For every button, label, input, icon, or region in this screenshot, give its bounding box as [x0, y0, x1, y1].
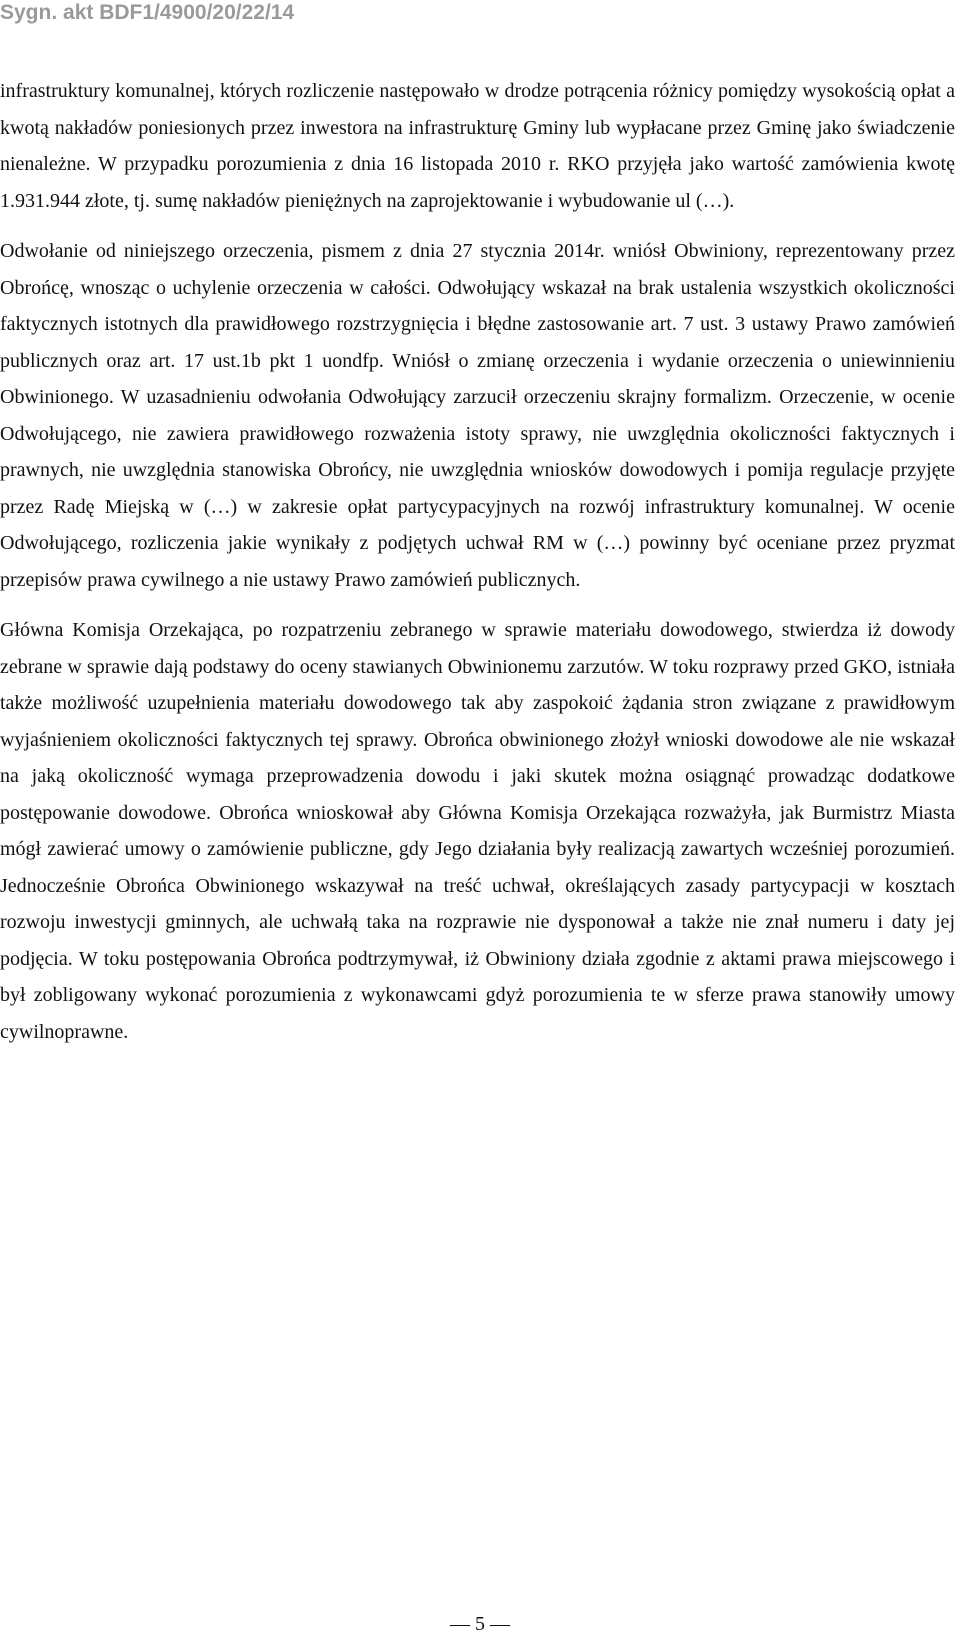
document-body: [0, 73, 955, 1050]
paragraph-appeal: Odwołanie od niniejszego orzeczenia, pismem z dnia 27 stycznia 2014r. wniósł Obwiniony, reprezentowany przez Obrońcę, wnosząc o uchylenie orzeczenia w całości. Odwołujący wskazał na brak ustalenia wszystkich okoliczności faktycznych istotnych dla prawidłowego rozstrzygnięcia i błędne zastosowanie art. 7 ust. 3 ustawy Prawo zamówień publicznych oraz art. 17 ust.1b pkt 1 uondfp. Wniósł o zmianę orzeczenia i wydanie orzeczenia o uniewinnieniu Obwinionego. W uzasadnieniu odwołania Odwołujący zarzucił orzeczeniu skrajny formalizm. Orzeczenie, w ocenie Odwołującego, nie zawiera prawidłowego rozważenia istoty sprawy, nie uwzględnia okoliczności faktycznych i prawnych, nie uwzględnia stanowiska Obrońcy, nie uwzględnia wniosków dowodowych i pomija regulacje przyjęte przez Radę Miejską w (…) w zakresie opłat partycypacyjnych na rozwój infrastruktury komunalnej. W ocenie Odwołującego, rozliczenia jakie wynikały z podjętych uchwał RM w (…) powinny być oceniane przez pryzmat przepisów prawa cywilnego a nie ustawy Prawo zamówień publicznych.: [0, 240, 955, 591]
paragraph-commission-findings: Główna Komisja Orzekająca, po rozpatrzeniu zebranego w sprawie materiału dowodowego, stwierdza iż dowody zebrane w sprawie dają podstawy do oceny stawianych Obwinionemu zarzutów. W toku rozprawy przed GKO, istniała także możliwość uzupełnienia materiału dowodowego tak aby zaspokoić żądania stron związane z prawidłowym wyjaśnieniem okoliczności faktycznych tej sprawy. Obrońca obwinionego złożył wnioski dowodowe ale nie wskazał na jaką okoliczność wymaga przeprowadzenia dowodu i jaki skutek można osiągnąć prowadząc dodatkowe postępowanie dowodowe. Obrońca wnioskował aby Główna Komisja Orzekająca rozważyła, jak Burmistrz Miasta mógł zawierać umowy o zamówienie publiczne, gdy Jego działania były realizacją zawartych wcześniej porozumień. Jednocześnie Obrońca Obwinionego wskazywał na treść uchwał, określających zasady partycypacji w kosztach rozwoju inwestycji gminnych, ale uchwałą taka na rozprawie nie dysponował a także nie znał numeru i daty jej podjęcia. W toku postępowania Obrońca podtrzymywał, iż Obwiniony działa zgodnie z aktami prawa miejscowego i był zobligowany wykonać porozumienia z wykonawcami gdyż porozumienia te w sferze prawa stanowiły umowy cywilnoprawne.: [0, 619, 955, 1043]
paragraph-settlement: infrastruktury komunalnej, których rozliczenie następowało w drodze potrącenia różnicy pomiędzy wysokością opłat a kwotą nakładów poniesionych przez inwestora na infrastrukturę Gminy lub wypłacane przez Gminę jako świadczenie nienależne. W przypadku porozumienia z dnia 16 listopada 2010 r. RKO przyjęła jako wartość zamówienia kwotę 1.931.944 złote, tj. sumę nakładów pieniężnych na zaprojektowanie i wybudowanie ul (…).: [0, 80, 955, 212]
case-signature: Sygn. akt BDF1/4900/20/22/14: [0, 1, 295, 24]
page-number: — 5 —: [450, 1613, 510, 1635]
